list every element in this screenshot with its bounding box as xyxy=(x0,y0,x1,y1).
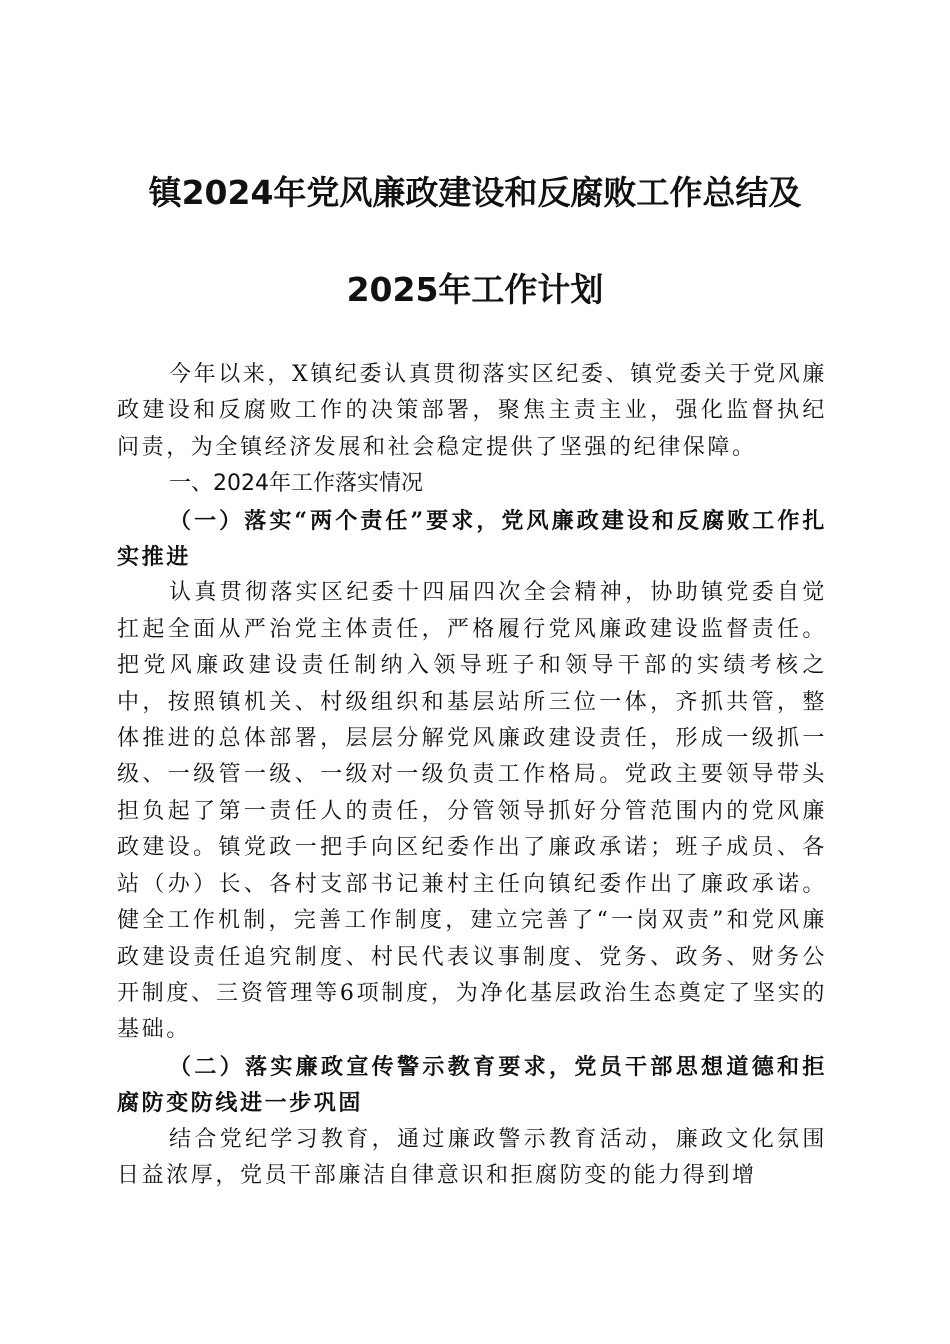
document-title-line-1: 镇2024年党风廉政建设和反腐败工作总结及 xyxy=(148,173,802,212)
document-title-line-2: 2025年工作计划 xyxy=(346,270,604,309)
intro-paragraph: 今年以来，X镇纪委认真贯彻落实区纪委、镇党委关于党风廉政建设和反腐败工作的决策部署，聚焦主责主业，强化监督执纪问责，为全镇经济发展和社会稳定提供了坚强的纪律保障。 xyxy=(117,362,827,460)
section-heading-1: 一、2024年工作落实情况 xyxy=(169,471,423,497)
subsection-heading-1: （一）落实“两个责任”要求，党风廉政建设和反腐败工作扎实推进 xyxy=(117,507,827,571)
document-body xyxy=(117,357,827,1194)
subsection-2-paragraph: 结合党纪学习教育，通过廉政警示教育活动，廉政文化氛围日益浓厚，党员干部廉洁自律意识和拒腐防变的能力得到增 xyxy=(117,1126,827,1188)
subsection-1-paragraph: 认真贯彻落实区纪委十四届四次全会精神，协助镇党委自觉扛起全面从严治党主体责任，严格履行党风廉政建设监督责任。把党风廉政建设责任制纳入领导班子和领导干部的实绩考核之中，按照镇机关、村级组织和基层站所三位一体，齐抓共管，整体推进的总体部署，层层分解党风廉政建设责任，形成一级抓一级、一级管一级、一级对一级负责工作格局。党政主要领导带头担负起了第一责任人的责任，分管领导抓好分管范围内的党风廉政建设。镇党政一把手向区纪委作出了廉政承诺；班子成员、各站（办）长、各村支部书记兼村主任向镇纪委作出了廉政承诺。健全工作机制，完善工作制度，建立完善了“一岗双责”和党风廉政建设责任追究制度、村民代表议事制度、党务、政务、财务公开制度、三资管理等6项制度，为净化基层政治生态奠定了坚实的基础。 xyxy=(117,580,827,1043)
subsection-heading-2: （二）落实廉政宣传警示教育要求，党员干部思想道德和拒腐防变防线进一步巩固 xyxy=(117,1053,827,1117)
